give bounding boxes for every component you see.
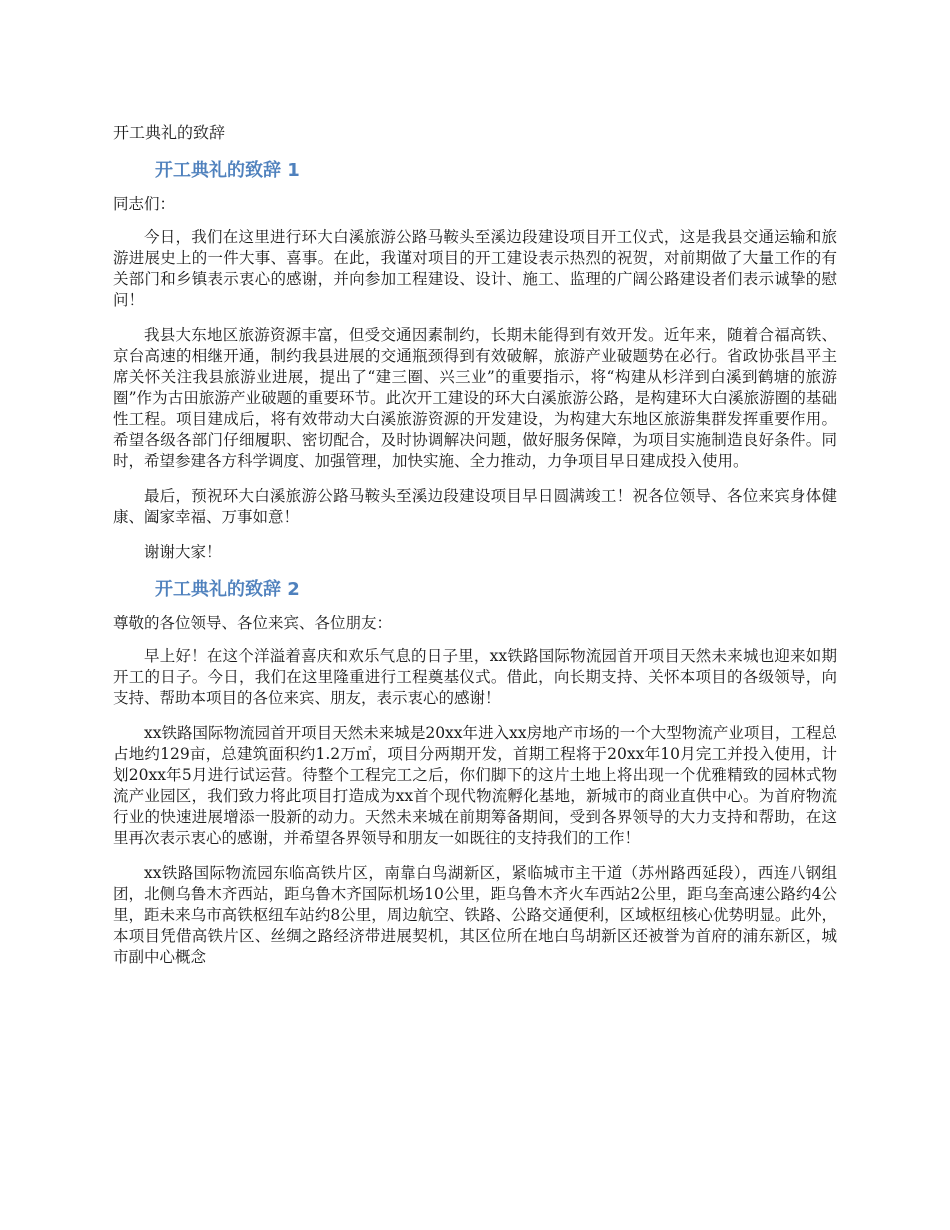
salutation-1: 同志们： [113, 195, 176, 213]
paragraph: 最后，预祝环大白溪旅游公路马鞍头至溪边段建设项目早日圆满竣工！祝各位领导、各位来宾身体健康、阖家幸福、万事如意！ [113, 487, 837, 526]
paragraph: 早上好！在这个洋溢着喜庆和欢乐气息的日子里，xx铁路国际物流园首开项目天然未来城也迎来如期开工的日子。今日，我们在这里隆重进行工程奠基仪式。借此，向长期支持、关怀本项目的各级领导，向支持、帮助本项目的各位来宾、朋友，表示衷心的感谢！ [113, 647, 837, 707]
section-heading-1: 开工典礼的致辞 1 [155, 160, 300, 181]
paragraph: 今日，我们在这里进行环大白溪旅游公路马鞍头至溪边段建设项目开工仪式，这是我县交通运输和旅游进展史上的一件大事、喜事。在此，我谨对项目的开工建设表示热烈的祝贺，对前期做了大量工作的有关部门和乡镇表示衷心的感谢，并向参加工程建设、设计、施工、监理的广阔公路建设者们表示诚挚的慰问！ [113, 228, 837, 309]
document-title: 开工典礼的致辞 [113, 123, 226, 142]
paragraph: 谢谢大家！ [144, 543, 222, 561]
paragraph: xx铁路国际物流园首开项目天然未来城是20xx年进入xx房地产市场的一个大型物流产业项目，工程总占地约129亩，总建筑面积约1.2万㎡，项目分两期开发，首期工程将于20xx年10月完工并投入使用，计划20xx年5月进行试运营。待整个工程完工之后，你们脚下的这片土地上将出现一个优雅精致的园林式物流产业园区，我们致力将此项目打造成为xx首个现代物流孵化基地，新城市的商业直供中心。为首府物流行业的快速进展增添一股新的动力。天然未来城在前期筹备期间，受到各界领导的大力支持和帮助，在这里再次表示衷心的感谢，并希望各界领导和朋友一如既往的支持我们的工作！ [113, 724, 837, 847]
salutation-2: 尊敬的各位领导、各位来宾、各位朋友： [113, 614, 393, 632]
document-page [113, 120, 837, 982]
paragraph: xx铁路国际物流园东临高铁片区，南靠白鸟湖新区，紧临城市主干道（苏州路西延段），西连八钢组团，北侧乌鲁木齐西站，距乌鲁木齐国际机场10公里，距乌鲁木齐火车西站2公里，距乌奎高速公路约4公里，距未来乌市高铁枢纽车站约8公里，周边航空、铁路、公路交通便利，区域枢纽核心优势明显。此外，本项目凭借高铁片区、丝绸之路经济带进展契机，其区位所在地白鸟胡新区还被誉为首府的浦东新区，城市副中心概念 [113, 864, 837, 966]
section-heading-2: 开工典礼的致辞 2 [155, 579, 300, 600]
paragraph: 我县大东地区旅游资源丰富，但受交通因素制约，长期未能得到有效开发。近年来，随着合福高铁、京台高速的相继开通，制约我县进展的交通瓶颈得到有效破解，旅游产业破题势在必行。省政协张昌平主席关怀关注我县旅游业进展，提出了“建三圈、兴三业”的重要指示，将“构建从杉洋到白溪到鹤塘的旅游圈”作为古田旅游产业破题的重要环节。此次开工建设的环大白溪旅游公路，是构建环大白溪旅游圈的基础性工程。项目建成后，将有效带动大白溪旅游资源的开发建设，为构建大东地区旅游集群发挥重要作用。希望各级各部门仔细履职、密切配合，及时协调解决问题，做好服务保障，为项目实施制造良好条件。同时，希望参建各方科学调度、加强管理，加快实施、全力推动，力争项目早日建成投入使用。 [113, 326, 837, 470]
